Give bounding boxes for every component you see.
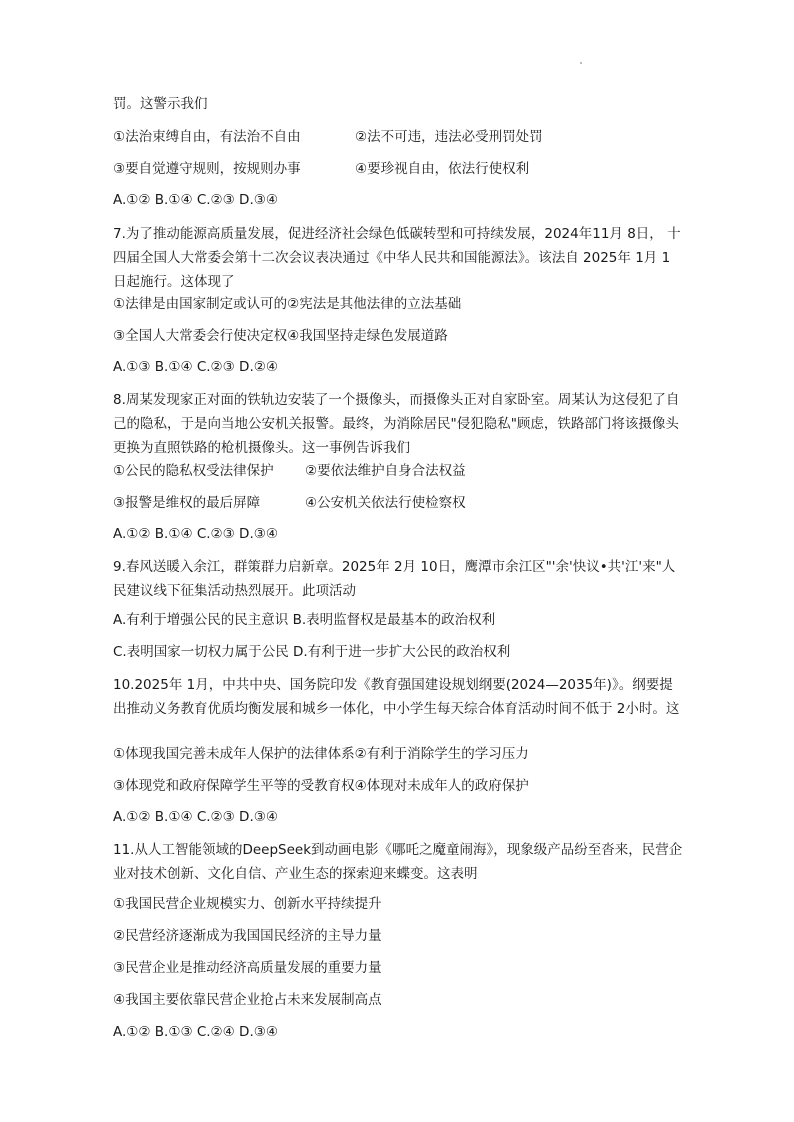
q8-answers: A.①② B.①④ C.②③ D.③④ — [113, 526, 278, 542]
q7-options-12: ①法律是由国家制定或认可的②宪法是其他法律的立法基础 — [113, 296, 462, 312]
q8-stem: 8.周某发现家正对面的铁轨边安装了一个摄像头，而摄像头正对自家卧室。周某认为这侵犯了自己的隐私，于是向当地公安机关报警。最终，为消除居民"侵犯隐私"顾虑，铁路部门将该摄像头更换为直照铁路的枪机摄像头。这一事例告诉我们 — [113, 392, 680, 456]
q8-option-2: ②要依法维护自身合法权益 — [305, 463, 466, 479]
q11-option-1: ①我国民营企业规模实力、创新水平持续提升 — [113, 896, 382, 912]
q11-answers: A.①② B.①③ C.②④ D.③④ — [113, 1024, 278, 1040]
q11-stem: 11.从人工智能领域的DeepSeek到动画电影《哪吒之魔童闹海》，现象级产品纷至沓来，民营企业对技术创新、文化自信、产业生态的探索迎来蝶变。这表明 — [113, 842, 683, 882]
q11-option-4: ④我国主要依靠民营企业抢占未来发展制高点 — [113, 992, 382, 1008]
q11-option-2: ②民营经济逐渐成为我国国民经济的主导力量 — [113, 928, 382, 944]
q9-options-cd: C.表明国家一切权力属于公民 D.有利于进一步扩大公民的政治权利 — [113, 644, 511, 660]
q7-stem: 7.为了推动能源高质量发展，促进经济社会绿色低碳转型和可持续发展，2024年11月 8日， 十四届全国人大常委会第十二次会议表决通过《中华人民共和国能源法》。该法自 2025年 1月 1 日起施行。这体现了 — [113, 226, 681, 290]
q8-option-1: ①公民的隐私权受法律保护 — [113, 463, 274, 479]
q6-option-3: ③要自觉遵守规则，按规则办事 — [113, 161, 301, 177]
q6-answers: A.①② B.①④ C.②③ D.③④ — [113, 192, 278, 208]
q9-options-ab: A.有利于增强公民的民主意识 B.表明监督权是最基本的政治权利 — [113, 612, 496, 628]
q11-option-3: ③民营企业是推动经济高质量发展的重要力量 — [113, 960, 382, 976]
q6-option-2: ②法不可违，违法必受刑罚处罚 — [355, 129, 543, 145]
q7-options-34: ③全国人大常委会行使决定权④我国坚持走绿色发展道路 — [113, 328, 448, 344]
intro-tail: 罚。这警示我们 — [113, 96, 208, 112]
q10-stem: 10.2025年 1月，中共中央、国务院印发《教育强国建设规划纲要(2024—2035年)》。纲要提 出推动义务教育优质均衡发展和城乡一体化，中小学生每天综合体育活动时间不低于 2小时。这 — [113, 677, 680, 717]
page-dot — [580, 62, 582, 64]
q10-answers: A.①② B.①④ C.②③ D.③④ — [113, 809, 278, 825]
q10-options-34: ③体现党和政府保障学生平等的受教育权④体现对未成年人的政府保护 — [113, 778, 529, 794]
q8-option-4: ④公安机关依法行使检察权 — [305, 495, 466, 511]
q6-option-4: ④要珍视自由，依法行使权利 — [355, 161, 530, 177]
q6-option-1: ①法治束缚自由，有法治不自由 — [113, 129, 301, 145]
q7-answers: A.①③ B.①④ C.②③ D.②④ — [113, 359, 278, 375]
q9-stem: 9.春风送暖入余江，群策群力启新章。2025年 2月 10日，鹰潭市余江区"'余'快议•共'江'来"人民建议线下征集活动热烈展开。此项活动 — [113, 559, 676, 599]
q8-option-3: ③报警是维权的最后屏障 — [113, 495, 261, 511]
q10-options-12: ①体现我国完善未成年人保护的法律体系②有利于消除学生的学习压力 — [113, 746, 529, 762]
